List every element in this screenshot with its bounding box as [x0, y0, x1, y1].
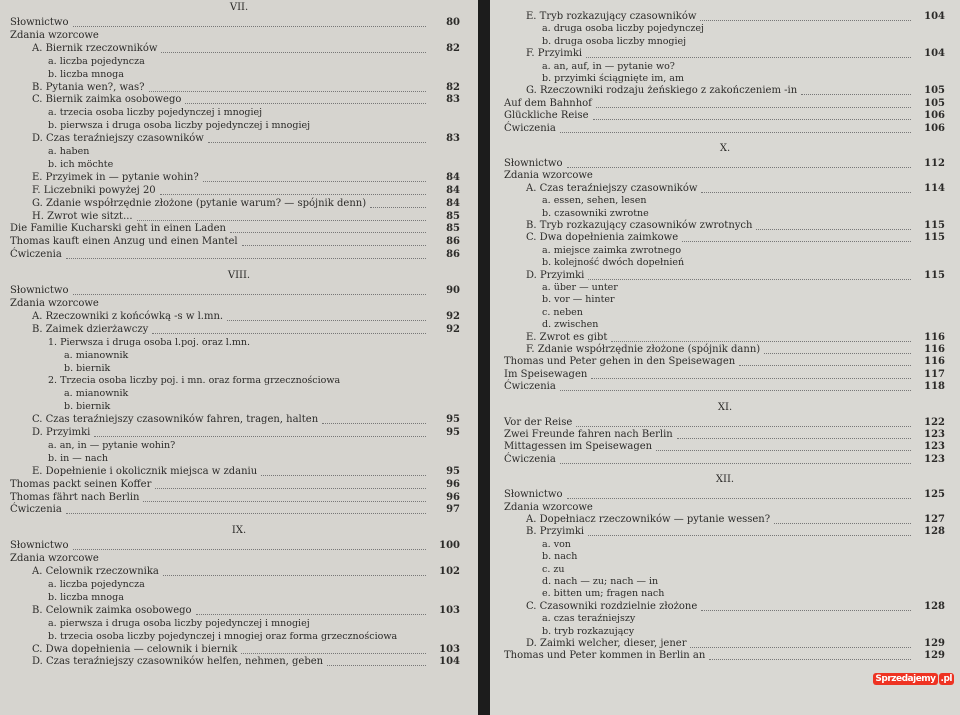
page-number: 90 [446, 285, 460, 297]
dot-leader [322, 414, 426, 424]
page-number: 97 [446, 504, 460, 516]
toc-entry: b. biernik [64, 401, 111, 413]
page-number: 95 [446, 465, 460, 477]
dot-leader [73, 540, 426, 550]
toc-entry: a. essen, sehen, lesen [542, 195, 647, 207]
toc-entry: Słownictwo [10, 17, 69, 28]
dot-leader [261, 466, 426, 476]
page-number: 103 [439, 643, 460, 655]
dot-leader [764, 344, 911, 354]
dot-leader [143, 492, 426, 502]
toc-entry: Zdania wzorcowe [10, 553, 99, 565]
dot-leader [73, 285, 426, 295]
dot-leader [596, 98, 911, 108]
dot-leader [611, 332, 911, 342]
toc-entry: Im Speisewagen [504, 368, 588, 380]
page-number: 129 [924, 638, 945, 649]
toc-entry: Zdania wzorcowe [10, 298, 99, 309]
toc-entry: Ćwiczenia [504, 122, 556, 134]
toc-entry: d. zwischen [542, 319, 599, 331]
toc-entry: a. czas teraźniejszy [542, 613, 636, 625]
dot-leader [593, 110, 911, 120]
toc-entry: a. mianownik [64, 349, 129, 361]
toc-entry: d. nach — zu; nach — in [542, 576, 659, 587]
toc-entry: c. neben [542, 306, 583, 318]
dot-leader [588, 270, 911, 280]
dot-leader [756, 220, 911, 230]
dot-leader [370, 198, 426, 208]
page-number: 80 [446, 17, 460, 28]
toc-entry: b. vor — hinter [542, 294, 615, 306]
page-number: 95 [446, 414, 460, 426]
dot-leader [185, 94, 426, 104]
page-number: 82 [446, 42, 460, 54]
chapter-heading: VII. [229, 2, 249, 13]
toc-entry: D. Przyimki [32, 427, 91, 438]
page-number: 112 [924, 158, 945, 169]
page-number: 82 [446, 81, 460, 93]
page-number: 92 [446, 310, 460, 322]
page-number: 116 [924, 356, 945, 368]
dot-leader [149, 82, 426, 92]
toc-entry: B. Zaimek dzierżawczy [32, 323, 149, 335]
toc-entry: 1. Pierwsza i druga osoba l.poj. oraz l.mn. [48, 336, 251, 348]
toc-entry: e. bitten um; fragen nach [542, 588, 665, 600]
dot-leader [690, 638, 911, 648]
page-number: 104 [924, 48, 945, 60]
page-number: 96 [446, 478, 460, 490]
dot-leader [560, 123, 911, 133]
toc-entry: a. von [542, 538, 571, 550]
toc-entry: b. druga osoba liczby mnogiej [542, 35, 687, 47]
toc-entry: Ćwiczenia [504, 381, 556, 393]
page-number: 106 [924, 110, 945, 122]
toc-entry: b. in — nach [48, 452, 109, 464]
toc-entry: a. miejsce zaimka zwrotnego [542, 244, 682, 256]
toc-entry: a. über — unter [542, 282, 618, 293]
page-number: 85 [446, 210, 460, 222]
toc-entry: b. przyimki ściągnięte im, am [542, 73, 684, 84]
toc-entry: Zdania wzorcowe [504, 170, 593, 182]
dot-leader [656, 441, 911, 451]
toc-entry: b. nach [542, 551, 578, 563]
dot-leader [203, 172, 426, 182]
toc-entry: a. an, auf, in — pytanie wo? [542, 60, 675, 72]
watermark-text: Sprzedajemy [875, 674, 936, 684]
page-number: 102 [439, 566, 460, 578]
page-number: 96 [446, 491, 460, 503]
page-number: 106 [924, 122, 945, 134]
dot-leader [66, 504, 426, 514]
page-number: 125 [924, 489, 945, 501]
toc-entry: Słownictwo [504, 489, 563, 501]
dot-leader [230, 223, 426, 233]
page-number: 115 [924, 232, 945, 244]
dot-leader [196, 605, 426, 615]
page-number: 115 [924, 269, 945, 281]
page-number: 104 [924, 11, 945, 22]
toc-entry: 2. Trzecia osoba liczby poj. i mn. oraz forma grzecznościowa [48, 375, 341, 387]
page-number: 123 [924, 441, 945, 453]
toc-entry: Słownictwo [504, 158, 563, 169]
chapter-heading: XII. [715, 474, 735, 486]
toc-entry: Zwei Freunde fahren nach Berlin [504, 429, 673, 440]
toc-entry: c. zu [542, 563, 565, 575]
dot-leader [160, 185, 426, 195]
page-number: 128 [924, 526, 945, 538]
toc-entry: A. Celownik rzeczownika [32, 566, 159, 578]
toc-entry: Thomas packt seinen Koffer [10, 478, 152, 490]
toc-entry: C. Biernik zaimka osobowego [32, 94, 182, 106]
toc-entry: F. Przyimki [526, 48, 583, 60]
left-page [0, 0, 478, 715]
dot-leader [137, 211, 426, 221]
page-number: 84 [446, 184, 460, 196]
dot-leader [327, 656, 426, 666]
toc-entry: B. Przyimki [526, 526, 585, 538]
dot-leader [682, 232, 911, 242]
toc-entry: b. pierwsza i druga osoba liczby pojedynczej i mnogiej [48, 120, 311, 132]
toc-entry: G. Zdanie współrzędnie złożone (pytanie warum? — spójnik denn) [32, 197, 367, 209]
dot-leader [801, 85, 911, 95]
page-number: 83 [446, 94, 460, 106]
toc-entry: Vor der Reise [504, 416, 573, 428]
dot-leader [588, 526, 911, 536]
toc-entry: b. tryb rozkazujący [542, 625, 635, 637]
page-number: 117 [924, 368, 945, 380]
dot-leader [739, 356, 911, 366]
page-number: 127 [924, 514, 945, 525]
toc-entry: Zdania wzorcowe [504, 501, 593, 513]
dot-leader [163, 566, 426, 576]
dot-leader [227, 311, 426, 321]
toc-entry: A. Biernik rzeczowników [32, 42, 158, 54]
watermark-badge: .pl [940, 674, 952, 684]
toc-entry: Ćwiczenia [10, 249, 62, 261]
toc-entry: a. an, in — pytanie wohin? [48, 439, 176, 451]
dot-leader [701, 183, 911, 193]
toc-entry: a. haben [48, 146, 90, 157]
toc-entry: a. liczba pojedyncza [48, 579, 145, 590]
dot-leader [567, 489, 911, 499]
toc-entry: b. liczba mnoga [48, 68, 124, 80]
page-number: 105 [924, 97, 945, 109]
toc-entry: F. Liczebniki powyżej 20 [32, 184, 156, 196]
page-number: 118 [924, 381, 945, 393]
dot-leader [701, 601, 911, 611]
page-number: 84 [446, 197, 460, 209]
toc-entry: E. Tryb rozkazujący czasowników [526, 11, 697, 22]
dot-leader [208, 133, 426, 143]
dot-leader [66, 249, 426, 259]
right-page [490, 0, 960, 715]
toc-entry: Mittagessen im Speisewagen [504, 441, 653, 453]
dot-leader [586, 48, 911, 58]
toc-entry: Thomas und Peter kommen in Berlin an [504, 650, 706, 662]
page-number: 116 [924, 344, 945, 355]
dot-leader [677, 429, 911, 439]
toc-entry: b. ich möchte [48, 158, 114, 170]
chapter-heading: XI. [717, 401, 733, 413]
page-number: 122 [924, 416, 945, 428]
toc-entry: A. Czas teraźniejszy czasowników [526, 182, 698, 194]
page-number: 100 [439, 540, 460, 552]
toc-entry: Auf dem Bahnhof [504, 97, 592, 109]
toc-entry: a. liczba pojedyncza [48, 55, 145, 67]
toc-entry: b. kolejność dwóch dopełnień [542, 257, 685, 269]
chapter-heading: X. [719, 143, 731, 154]
toc-entry: C. Czas teraźniejszy czasowników fahren, tragen, halten [32, 414, 319, 426]
toc-entry: a. pierwsza i druga osoba liczby pojedynczej i mnogiej [48, 617, 310, 629]
page-number: 104 [439, 656, 460, 668]
page-number: 123 [924, 429, 945, 440]
page-number: 116 [924, 331, 945, 343]
toc-entry: a. mianownik [64, 388, 129, 400]
toc-entry: Thomas kauft einen Anzug und einen Mantel [10, 236, 238, 248]
toc-entry: b. czasowniki zwrotne [542, 207, 649, 219]
page-number: 115 [924, 220, 945, 231]
watermark-logo [872, 674, 954, 699]
toc-entry: Glückliche Reise [504, 110, 589, 122]
page-number: 105 [924, 85, 945, 97]
toc-entry: C. Dwa dopełnienia — celownik i biernik [32, 643, 238, 655]
chapter-heading: IX. [231, 525, 247, 537]
dot-leader [155, 479, 426, 489]
toc-entry: H. Zwrot wie sitzt... [32, 210, 133, 222]
toc-entry: D. Czas teraźniejszy czasowników [32, 133, 204, 145]
dot-leader [94, 427, 426, 437]
page-number: 84 [446, 171, 460, 183]
page-number: 85 [446, 223, 460, 235]
dot-leader [591, 369, 911, 379]
toc-entry: Zdania wzorcowe [10, 29, 99, 41]
toc-entry: E. Przyimek in — pytanie wohin? [32, 171, 199, 183]
toc-entry: Słownictwo [10, 285, 69, 297]
toc-entry: Thomas fährt nach Berlin [10, 491, 140, 503]
toc-entry: C. Dwa dopełnienia zaimkowe [526, 232, 679, 244]
page-number: 95 [446, 427, 460, 438]
toc-entry: Ćwiczenia [504, 453, 556, 465]
page-number: 103 [439, 604, 460, 616]
dot-leader [73, 17, 426, 27]
page-number: 83 [446, 133, 460, 145]
toc-entry: B. Pytania wen?, was? [32, 81, 145, 93]
page-number: 86 [446, 249, 460, 261]
page-number: 128 [924, 600, 945, 612]
page-number: 86 [446, 236, 460, 248]
page-number: 92 [446, 323, 460, 335]
toc-entry: E. Zwrot es gibt [526, 331, 608, 343]
toc-entry: B. Celownik zaimka osobowego [32, 604, 192, 616]
toc-entry: G. Rzeczowniki rodzaju żeńskiego z zakończeniem -in [526, 85, 798, 97]
dot-leader [774, 514, 911, 524]
toc-entry: b. trzecia osoba liczby pojedynczej i mnogiej oraz forma grzecznościowa [48, 630, 398, 642]
toc-entry: a. trzecia osoba liczby pojedynczej i mnogiej [48, 107, 263, 119]
toc-entry: Die Familie Kucharski geht in einen Laden [10, 223, 226, 235]
toc-entry: D. Przyimki [526, 269, 585, 281]
dot-leader [709, 650, 911, 660]
toc-entry: b. liczba mnoga [48, 591, 124, 603]
dot-leader [241, 644, 426, 654]
toc-entry: F. Zdanie współrzędnie złożone (spójnik dann) [526, 344, 761, 355]
toc-entry: D. Zaimki welcher, dieser, jener [526, 638, 687, 649]
book-gutter [478, 0, 490, 715]
dot-leader [560, 381, 911, 391]
page-number: 123 [924, 453, 945, 465]
dot-leader [700, 11, 911, 21]
toc-entry: Ćwiczenia [10, 504, 62, 516]
toc-entry: C. Czasowniki rozdzielnie złożone [526, 600, 698, 612]
dot-leader [161, 43, 426, 53]
dot-leader [560, 454, 911, 464]
dot-leader [242, 236, 426, 246]
toc-entry: A. Rzeczowniki z końcówką -s w l.mn. [32, 310, 224, 322]
toc-entry: Słownictwo [10, 540, 69, 552]
toc-entry: Thomas und Peter gehen in den Speisewagen [504, 356, 736, 368]
dot-leader [152, 324, 426, 334]
dot-leader [567, 158, 911, 168]
dot-leader [576, 417, 911, 427]
toc-entry: E. Dopełnienie i okolicznik miejsca w zdaniu [32, 465, 258, 477]
toc-entry: A. Dopełniacz rzeczowników — pytanie wessen? [526, 514, 771, 525]
page-number: 129 [924, 650, 945, 662]
toc-entry: B. Tryb rozkazujący czasowników zwrotnych [526, 220, 753, 231]
toc-entry: D. Czas teraźniejszy czasowników helfen, nehmen, geben [32, 656, 324, 668]
toc-entry: b. biernik [64, 362, 111, 374]
page-number: 114 [924, 182, 945, 194]
chapter-heading: VIII. [227, 270, 251, 282]
toc-entry: a. druga osoba liczby pojedynczej [542, 23, 704, 35]
